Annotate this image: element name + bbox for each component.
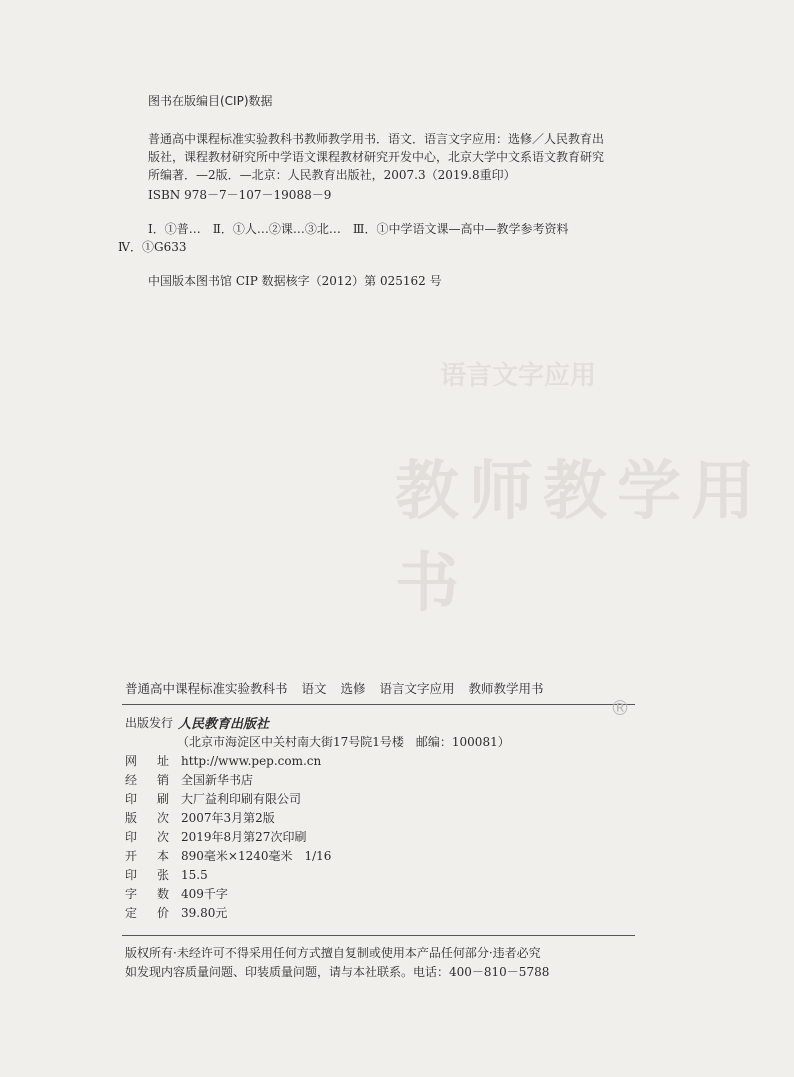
row-label: 网 bbox=[125, 754, 138, 768]
info-row bbox=[125, 751, 625, 770]
format-value: 890毫米×1240毫米 1/16 bbox=[181, 849, 332, 863]
website-value: http://www.pep.com.cn bbox=[181, 753, 322, 768]
row-label: 定 bbox=[125, 906, 138, 920]
isbn: ISBN 978－7－107－19088－9 bbox=[148, 188, 332, 202]
row-label: 经 bbox=[125, 773, 138, 787]
row-label: 址 bbox=[156, 754, 169, 768]
info-row bbox=[125, 865, 625, 884]
row-label: 印 bbox=[125, 830, 138, 844]
copyright-notice bbox=[125, 944, 645, 982]
info-row bbox=[125, 827, 625, 846]
publication-info bbox=[125, 713, 625, 922]
cip-block bbox=[118, 92, 608, 290]
registered-mark: ® bbox=[610, 696, 630, 720]
book-title-part: 选修 bbox=[340, 681, 366, 696]
sheets-value: 15.5 bbox=[181, 867, 208, 882]
classification-line-2: Ⅳ．①G633 bbox=[118, 240, 187, 254]
word-count-value: 409千字 bbox=[181, 887, 228, 901]
row-label: 张 bbox=[156, 868, 169, 882]
row-label: 数 bbox=[156, 887, 169, 901]
cip-title: 图书在版编目(CIP)数据 bbox=[148, 94, 273, 108]
edition-value: 2007年3月第2版 bbox=[181, 811, 275, 825]
row-label: 价 bbox=[156, 906, 169, 920]
row-label: 本 bbox=[156, 849, 169, 863]
book-title-part: 语言文字应用 bbox=[379, 681, 455, 696]
publisher-address: （北京市海淀区中关村南大街17号院1号楼 邮编：100081） bbox=[177, 735, 510, 749]
row-label: 印 bbox=[125, 868, 138, 882]
distributor-value: 全国新华书店 bbox=[181, 773, 254, 787]
row-label: 销 bbox=[156, 773, 169, 787]
row-label: 版 bbox=[125, 811, 138, 825]
row-label: 开 bbox=[125, 849, 138, 863]
info-row bbox=[125, 789, 625, 808]
info-row bbox=[125, 770, 625, 789]
book-title-part: 普通高中课程标准实验教科书 bbox=[125, 681, 288, 696]
row-label: 次 bbox=[156, 811, 169, 825]
bleed-through-title: 教师教学用书 bbox=[395, 454, 765, 621]
book-title-line bbox=[125, 679, 635, 697]
info-row bbox=[125, 903, 625, 922]
copyright-line: 版权所有·未经许可不得采用任何方式擅自复制或使用本产品任何部分·违者必究 bbox=[125, 946, 541, 960]
book-title-part: 教师教学用书 bbox=[468, 681, 544, 696]
book-title-part: 语文 bbox=[301, 681, 327, 696]
contact-line: 如发现内容质量问题、印装质量问题，请与本社联系。电话：400－810－5788 bbox=[125, 965, 550, 979]
info-row bbox=[125, 808, 625, 827]
printer-value: 大厂益利印刷有限公司 bbox=[181, 792, 302, 806]
publisher-row bbox=[125, 713, 625, 732]
publisher-name: 人民教育出版社 bbox=[178, 717, 270, 732]
printing-value: 2019年8月第27次印刷 bbox=[181, 830, 307, 844]
row-label: 次 bbox=[156, 830, 169, 844]
bleed-through-text: 语言文字应用 bbox=[440, 361, 597, 391]
info-row bbox=[125, 846, 625, 865]
publisher-label: 出版发行 bbox=[125, 716, 174, 730]
divider-top bbox=[122, 704, 635, 705]
cip-description: 普通高中课程标准实验教科书教师教学用书．语文．语言文字应用：选修／人民教育出版社，课程教材研究所中学语文课程教材研究开发中心，北京大学中文系语文教育研究所编著．—2版．—北京：人民教育出版社，2007.3（2019.8重印） bbox=[148, 132, 605, 182]
row-label: 刷 bbox=[156, 792, 169, 806]
row-label: 字 bbox=[125, 887, 138, 901]
price-value: 39.80元 bbox=[181, 906, 228, 920]
divider-bottom bbox=[122, 935, 635, 936]
classification-line-1: Ⅰ．①普… Ⅱ．①人…②课…③北… Ⅲ．①中学语文课—高中—教学参考资料 bbox=[148, 222, 569, 236]
cip-core-data-number: 中国版本图书馆 CIP 数据核字（2012）第 025162 号 bbox=[148, 274, 442, 288]
info-row bbox=[125, 884, 625, 903]
row-label: 印 bbox=[125, 792, 138, 806]
